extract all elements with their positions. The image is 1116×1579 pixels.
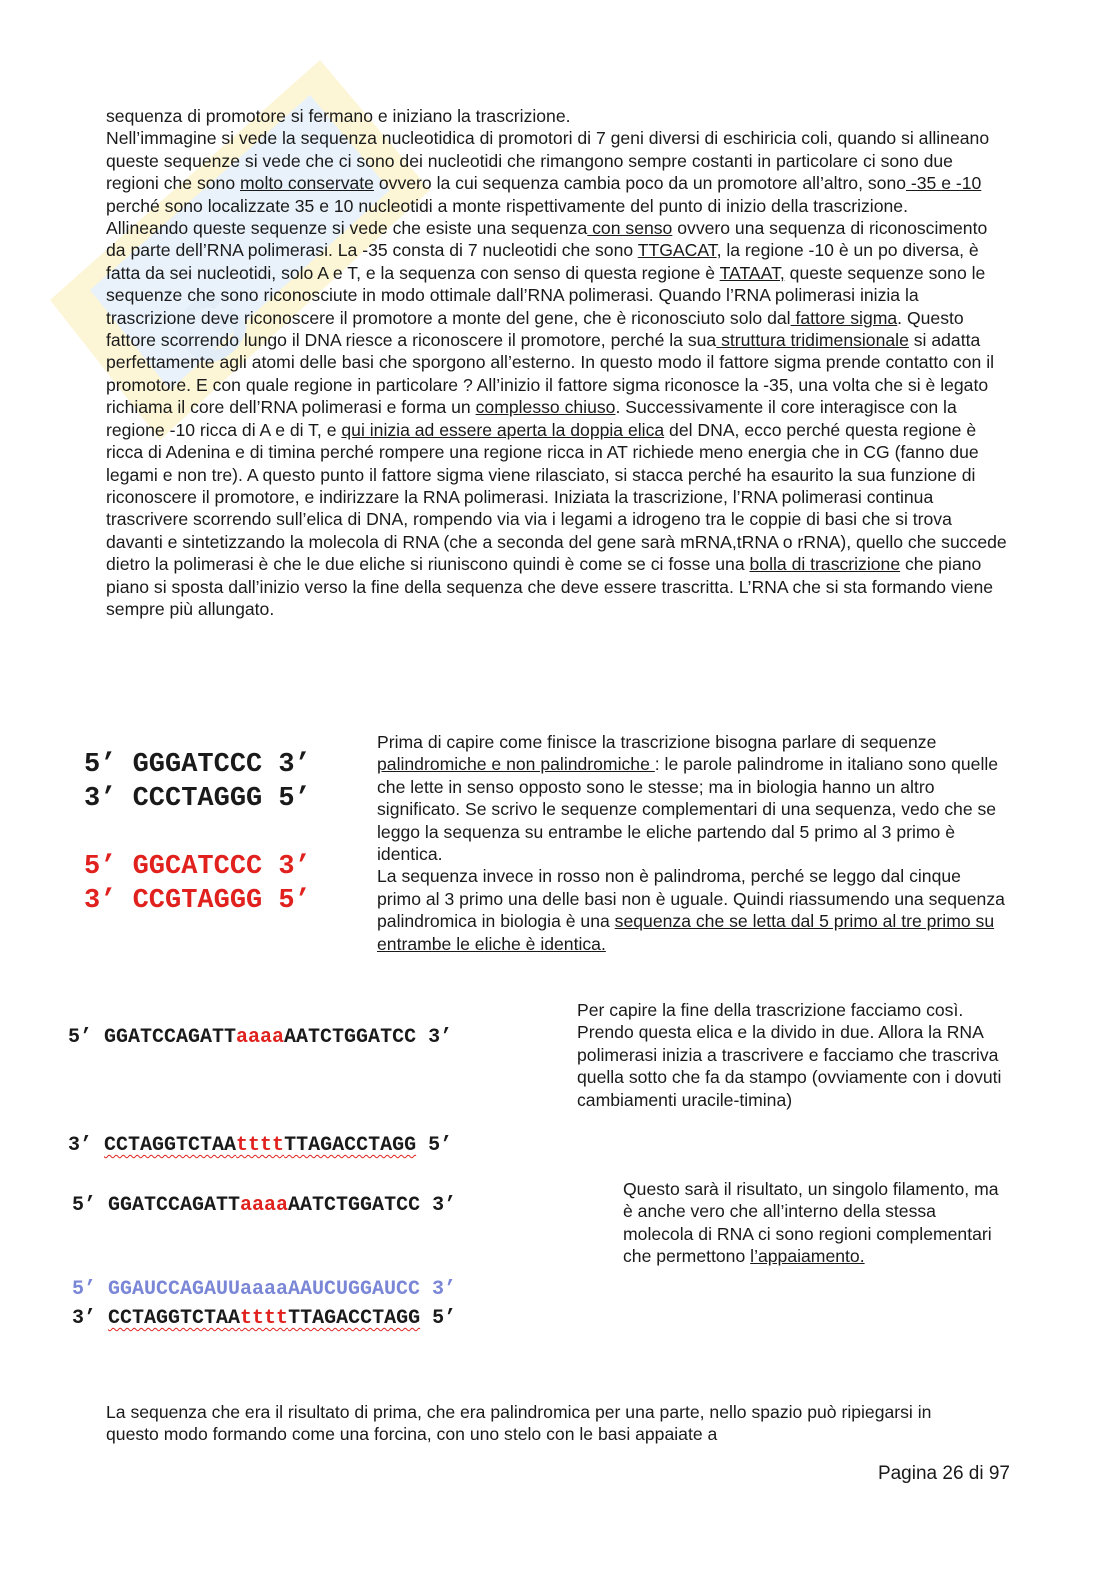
svg-text:G: G bbox=[152, 268, 271, 391]
paragraph-1: Nell’immagine si vede la sequenza nucleotidica di promotori di 7 geni diversi di eschiricia coli, quando si allineano queste sequenze si vede che ci sono dei nucleotidi che rimangono sempre costanti in particolare ci sono due regioni che sono molto conservate ovvero la cui sequenza cambia poco da un promotore all’altro, sono -35 e -10 perché sono localizzate 35 e 10 nucleotidi a monte rispettivamente del punto di inizio della trascrizione. bbox=[106, 128, 990, 216]
paragraph-2: Allineando queste sequenze si vede che esiste una sequenza con senso ovvero una sequenza di riconoscimento da parte dell’RNA polimerasi. La -35 consta di 7 nucleotidi che sono TTGACAT, la regione -10 è un po diversa, è fatta da sei nucleotidi, solo A e T, e la sequenza con senso di questa regione è TATAAT, queste sequenze sono le sequenze che sono riconosciute in modo ottimale dall’RNA polimerasi. Quando l’RNA polimerasi inizia la trascrizione deve riconoscere il promotore a monte del gene, che è riconosciuto solo dal fattore sigma. Questo fattore scorrendo lungo il DNA riesce a riconoscere il promotore, perché la sua struttura tridimensionale si adatta perfettamente agli atomi delle basi che sporgono all’esterno. In questo modo il fattore sigma prende contatto con il promotore. E con quale regione in particolare ? All’inizio il fattore sigma riconosce la -35, una volta che si è legato richiama il core dell’RNA polimerasi e forma un complesso chiuso. Successivamente il core interagisce con la regione -10 ricca di A e di T, e qui inizia ad essere aperta la doppia elica del DNA, ecco perché questa regione è ricca di Adenina e di timina perché rompere una regione ricca in AT richiede meno energia che in CG (fanno due legami e non tre). A questo punto il fattore sigma viene rilasciato, si stacca perché ha esaurito la sua funzione di riconoscere il promotore, e indirizzare la RNA polimerasi. Iniziata la trascrizione, l’RNA polimerasi continua trascrivere scorrendo sull’elica di DNA, rompendo via via i legami a idrogeno tra le coppie di basi che si trova davanti e sintetizzando la molecola di RNA (che a seconda del gene sarà mRNA,tRNA o rRNA), quello che succede dietro la polimerasi è che le due eliche si riuniscono quindi è come se ci fosse una bolla di trascrizione che piano piano si sposta dall’inizio verso la fine della sequenza che deve essere trascritta. L’RNA che si sta formando viene sempre più allungato. bbox=[106, 218, 1007, 619]
helix-text: Per capire la fine della trascrizione facciamo così. Prendo questa elica e la divido in due. Allora la RNA polimerasi inizia a trascrivere e facciamo che trascriva quella sotto che fa da stampo (ovviamente con i dovuti cambiamenti uracile-timina) bbox=[577, 1000, 1002, 1110]
closing-text: La sequenza che era il risultato di prima, che era palindromica per una parte, nello spazio può ripiegarsi in questo modo formando come una forcina, con uno stelo con le basi appaiate a bbox=[106, 1402, 932, 1445]
seq-row-2: 3’ CCCTAGGG 5’ bbox=[84, 784, 311, 814]
rna-text: Questo sarà il risultato, un singolo filamento, ma è anche vero che all’interno della stessa molecola di RNA ci sono regioni complementari che permettono l’appaiamento. bbox=[623, 1179, 999, 1267]
rna-dna-strand: 5’ GGATCCAGATTaaaaAATCTGGATCC 3’ bbox=[72, 1194, 457, 1217]
seq-row-1: 5’ GGGATCCC 3’ bbox=[84, 750, 311, 780]
main-text bbox=[106, 105, 1010, 620]
page-number: Pagina 26 di 97 bbox=[877, 1463, 1010, 1484]
seq-row-4: 3’ CCGTAGGG 5’ bbox=[84, 886, 311, 916]
helix-bottom-strand: 3’ CCTAGGTCTAAttttTTAGACCTAGG 5’ bbox=[68, 1134, 453, 1157]
seq-row-3: 5’ GGCATCCC 3’ bbox=[84, 852, 311, 882]
line-0: sequenza di promotore si fermano e iniziano la trascrizione. bbox=[106, 106, 571, 126]
palindrome-text: Prima di capire come finisce la trascrizione bisogna parlare di sequenze palindromiche e non palindromiche : le parole palindrome in italiano sono quelle che lette in senso opposto sono le stesse; ma in biologia hanno un altro significato. Se scrivo le sequenze complementari di una sequenza, vedo che se leggo la sequenza su entrambe le eliche partendo dal 5 primo al 3 primo è identica. La sequenza invece in rosso non è palindroma, perché se leggo dal cinque primo al 3 primo una delle basi non è uguale. Quindi riassumendo una sequenza palindromica in biologia è una sequenza che se letta dal 5 primo al tre primo su entrambe le eliche è identica. bbox=[377, 732, 1005, 954]
rna-transcript: 5’ GGAUCCAGAUUaaaaAAUCUGGAUCC 3’ bbox=[72, 1278, 457, 1301]
rna-template-strand: 3’ CCTAGGTCTAAttttTTAGACCTAGG 5’ bbox=[72, 1307, 457, 1330]
helix-top-strand: 5’ GGATCCAGATTaaaaAATCTGGATCC 3’ bbox=[68, 1026, 453, 1049]
